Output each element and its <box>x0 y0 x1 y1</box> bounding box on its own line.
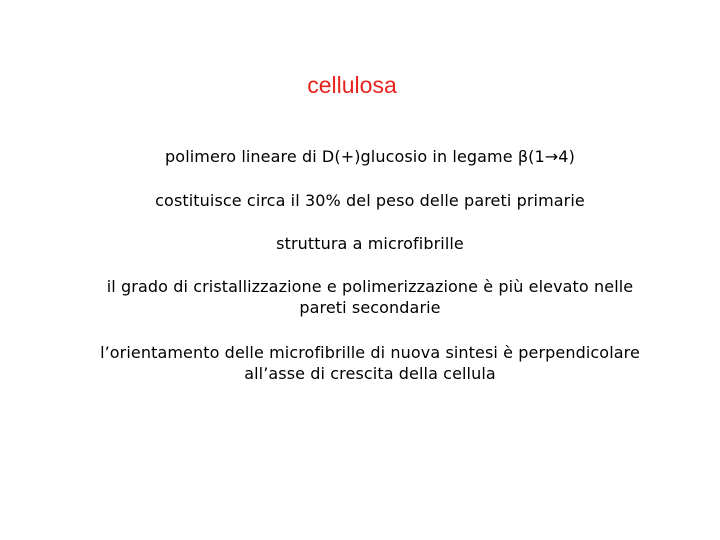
statement-crystallization-line2: pareti secondarie <box>299 298 441 317</box>
statement-linear-polymer: polimero lineare di D(+)glucosio in legame β(1→4) <box>165 147 575 166</box>
statement-microfibril-structure: struttura a microfibrille <box>276 234 464 253</box>
statement-crystallization-line1: il grado di cristallizzazione e polimerizzazione è più elevato nelle <box>106 277 634 296</box>
statement-orientation-line2: all’asse di crescita della cellula <box>244 364 496 383</box>
statement-crystallization <box>0 276 720 318</box>
statement-wall-percentage: costituisce circa il 30% del peso delle pareti primarie <box>155 191 585 210</box>
statement-orientation <box>0 342 720 384</box>
statement-orientation-line1: l’orientamento delle microfibrille di nuova sintesi è perpendicolare <box>100 343 640 362</box>
slide-title: cellulosa <box>307 72 397 98</box>
